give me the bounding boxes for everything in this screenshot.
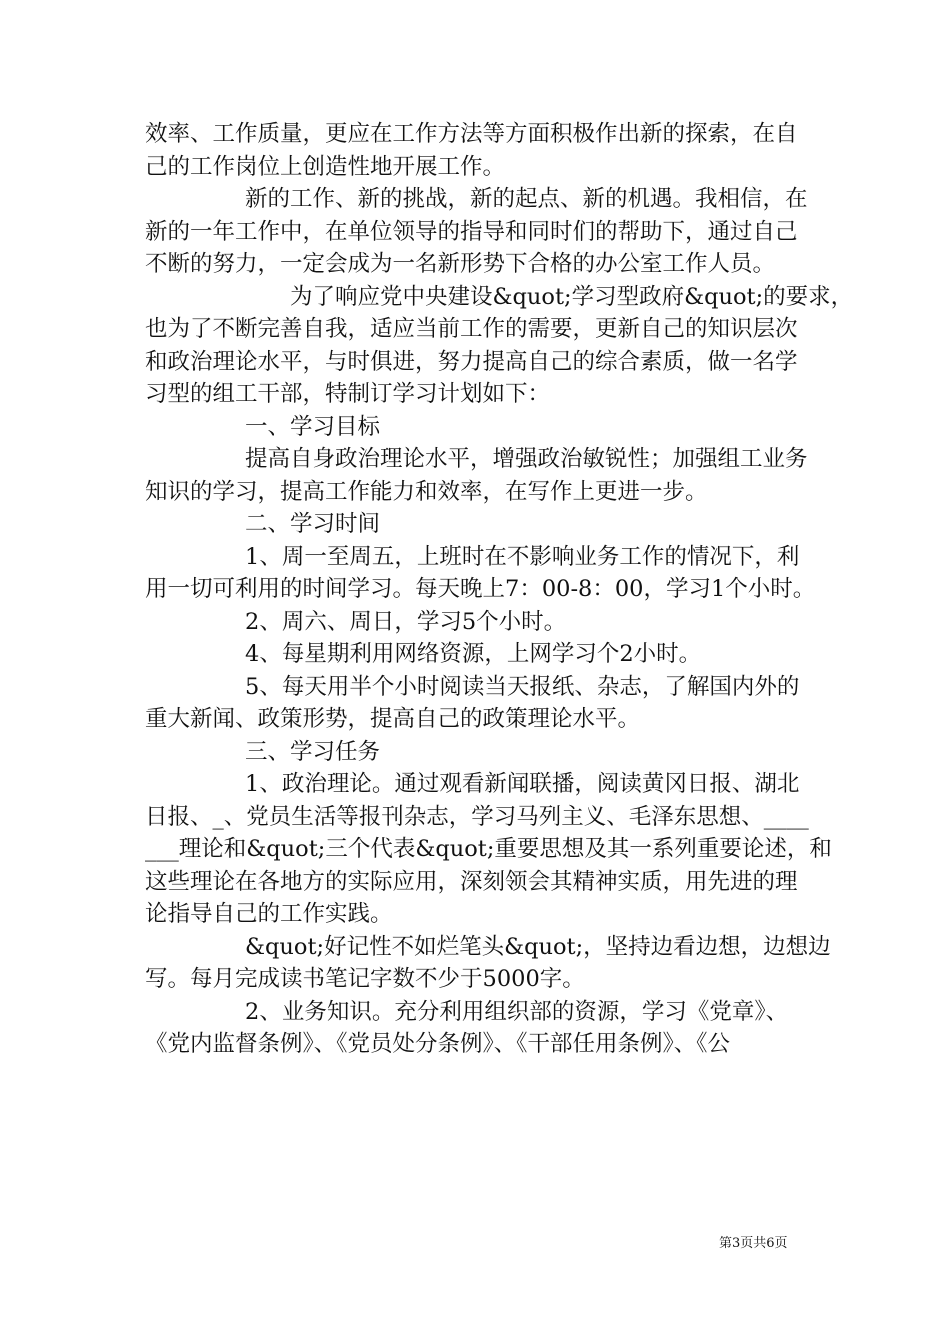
text-line: 《党内监督条例》、《党员处分条例》、《干部任用条例》、《公 xyxy=(145,1031,731,1057)
text-line: 1、政治理论。通过观看新闻联播，阅读黄冈日报、湖北 xyxy=(245,771,800,797)
text-line: 用一切可利用的时间学习。每天晚上7：00-8：00，学习1个小时。 xyxy=(145,576,816,602)
text-line: 2、周六、周日，学习5个小时。 xyxy=(245,608,567,635)
text-line: 5、每天用半个小时阅读当天报纸、杂志，了解国内外的 xyxy=(245,673,800,700)
text-line: 新的工作、新的挑战，新的起点、新的机遇。我相信，在 xyxy=(245,186,808,212)
section-heading: 三、学习任务 xyxy=(245,738,381,765)
text-line: 新的一年工作中，在单位领导的指导和同时们的帮助下，通过自己 xyxy=(145,218,798,245)
text-line: 提高自身政治理论水平，增强政治敏锐性；加强组工业务 xyxy=(245,446,808,472)
text-line: 论指导自己的工作实践。 xyxy=(145,901,393,927)
section-heading: 一、学习目标 xyxy=(245,413,381,440)
text-line: 知识的学习，提高工作能力和效率，在写作上更进一步。 xyxy=(145,478,708,505)
text-line: 这些理论在各地方的实际应用，深刻领会其精神实质，用先进的理 xyxy=(145,868,798,895)
text-line: 1、周一至周五，上班时在不影响业务工作的情况下，利 xyxy=(245,543,800,570)
text-line: 日报、_、党员生活等报刊杂志，学习马列主义、毛泽东思想、____ xyxy=(145,803,809,830)
section-heading: 二、学习时间 xyxy=(245,511,381,537)
text-line: 为了响应党中央建设&quot;学习型政府&quot;的要求， xyxy=(290,283,854,310)
text-line: 重大新闻、政策形势，提高自己的政策理论水平。 xyxy=(145,706,641,732)
text-line: ___理论和&quot;三个代表&quot;重要思想及其一系列重要论述，和 xyxy=(145,836,832,862)
text-line: 也为了不断完善自我，适应当前工作的需要，更新自己的知识层次 xyxy=(145,316,798,342)
document-body xyxy=(145,118,854,1061)
text-line: 效率、工作质量，更应在工作方法等方面积极作出新的探索，在自 xyxy=(145,121,798,147)
text-line: 习型的组工干部，特制订学习计划如下： xyxy=(145,381,551,407)
text-line: 写。每月完成读书笔记字数不少于5000字。 xyxy=(145,966,585,992)
text-line: &quot;好记性不如烂笔头&quot;，坚持边看边想，边想边 xyxy=(245,933,831,960)
text-line: 4、每星期利用网络资源，上网学习个2小时。 xyxy=(245,641,702,667)
text-line: 2、业务知识。充分利用组织部的资源，学习《党章》、 xyxy=(245,998,789,1025)
text-line: 和政治理论水平，与时俱进，努力提高自己的综合素质，做一名学 xyxy=(145,348,798,375)
text-line: 不断的努力，一定会成为一名新形势下合格的办公室工作人员。 xyxy=(145,251,776,277)
text-line: 己的工作岗位上创造性地开展工作。 xyxy=(145,153,506,180)
page-number: 第3页共6页 xyxy=(719,1236,788,1251)
